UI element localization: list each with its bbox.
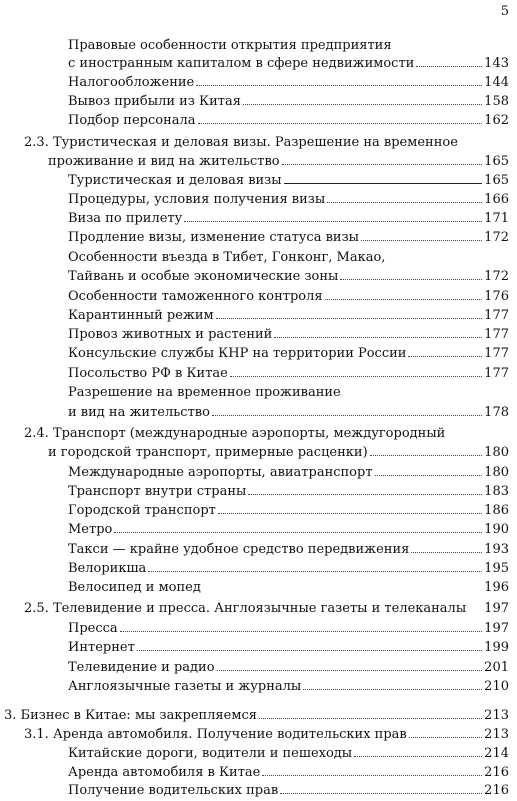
toc-entry-title: Аренда автомобиля в Китае: [68, 765, 261, 780]
toc-entry: [68, 111, 509, 131]
toc-entry: [68, 658, 509, 678]
toc-entry: [48, 443, 509, 463]
toc-entry: [68, 540, 509, 560]
toc-entry-title: и вид на жительство: [68, 405, 210, 420]
toc-entry-title: Вывоз прибыли из Китая: [68, 94, 241, 109]
toc-entry-page: 180: [484, 445, 509, 460]
toc-entry-page: 180: [484, 465, 509, 480]
toc-entry-page: 143: [484, 56, 509, 71]
dot-leader: [217, 670, 483, 671]
dot-leader: [416, 66, 482, 67]
toc-entry: [68, 364, 509, 384]
toc-entry: [68, 520, 509, 540]
dot-leader: [408, 356, 482, 357]
toc-entry-page: 177: [484, 308, 509, 323]
dot-leader: [284, 183, 483, 184]
toc-entry-title: 2.5. Телевидение и пресса. Англоязычные газеты и телеканалы: [24, 601, 467, 616]
toc-entry-title: Пресса: [68, 621, 118, 636]
toc-entry: [68, 619, 509, 639]
toc-entry: [68, 638, 509, 658]
dot-leader: [370, 455, 483, 456]
toc-entry-title: Такси — крайне удобное средство передвижения: [68, 542, 410, 557]
toc-entry: [68, 92, 509, 112]
dot-leader: [216, 318, 483, 319]
toc-entry-page: 213: [484, 708, 509, 723]
dot-leader: [212, 415, 482, 416]
dot-leader: [120, 631, 483, 632]
toc-entry-title: Посольство РФ в Китае: [68, 366, 228, 381]
dot-leader: [198, 123, 483, 124]
toc-entry-title: Интернет: [68, 640, 135, 655]
dot-leader: [361, 240, 482, 241]
toc-entry-page: 177: [484, 366, 509, 381]
toc-entry-title: и городской транспорт, примерные расценки): [48, 445, 368, 460]
dot-leader: [325, 299, 483, 300]
toc-entry-page: 213: [484, 727, 509, 742]
toc-entry: [68, 209, 509, 229]
toc-entry: [68, 248, 509, 268]
toc-entry-title: Подбор персонала: [68, 113, 196, 128]
dot-leader: [274, 337, 482, 338]
toc-entry-title: Особенности въезда в Тибет, Гонконг, Макао,: [68, 250, 386, 265]
toc-entry-title: Туристическая и деловая визы: [68, 173, 282, 188]
toc-entry: [48, 152, 509, 172]
toc-entry-page: 197: [484, 621, 509, 636]
toc-entry-title: Международные аэропорты, авиатранспорт: [68, 465, 373, 480]
toc-entry-page: 197: [484, 601, 509, 616]
toc-entry-title: Китайские дороги, водители и пешеходы: [68, 746, 353, 761]
toc-section-heading: [24, 725, 509, 745]
toc-entry: [68, 73, 509, 93]
toc-entry: [68, 54, 509, 74]
toc-section-heading: [24, 599, 509, 619]
dot-leader: [243, 104, 482, 105]
toc-entry-page: 162: [484, 113, 509, 128]
toc-entry-title: Разрешение на временное проживание: [68, 385, 341, 400]
toc-entry: [68, 744, 509, 764]
toc-entry: [68, 325, 509, 345]
toc-entry-page: 165: [484, 154, 509, 169]
toc-entry-title: Велорикша: [68, 561, 147, 576]
toc-entry-title: 2.4. Транспорт (международные аэропорты, междугородный: [24, 426, 446, 441]
toc-entry: [68, 190, 509, 210]
toc-entry-title: Карантинный режим: [68, 308, 214, 323]
toc-entry-title: Провоз животных и растений: [68, 327, 273, 342]
toc-entry-page: 183: [484, 484, 509, 499]
toc-entry-title: Метро: [68, 522, 113, 537]
toc-entry: [68, 267, 509, 287]
dot-leader: [375, 475, 483, 476]
toc-entry-page: 177: [484, 346, 509, 361]
toc-entry-title: с иностранным капиталом в сфере недвижимости: [68, 56, 415, 71]
dot-leader: [114, 532, 482, 533]
toc-entry-title: Консульские службы КНР на территории России: [68, 346, 407, 361]
toc-entry-page: 165: [484, 173, 509, 188]
dot-leader: [340, 279, 482, 280]
toc-entry: [68, 171, 509, 191]
toc-entry-page: 190: [484, 522, 509, 537]
dot-leader: [411, 552, 482, 553]
toc-entry-title: Тайвань и особые экономические зоны: [68, 269, 339, 284]
toc-entry-page: 172: [484, 269, 509, 284]
dot-leader: [327, 202, 482, 203]
dot-leader: [262, 775, 482, 776]
toc-entry: [68, 501, 509, 521]
dot-leader: [148, 571, 482, 572]
toc-entry-page: 195: [484, 561, 509, 576]
toc-entry-page: 166: [484, 192, 509, 207]
toc-entry: [68, 403, 509, 423]
toc-entry-title: Транспорт внутри страны: [68, 484, 247, 499]
toc-entry: [68, 482, 509, 502]
toc-entry: [68, 578, 509, 598]
toc-entry-title: 2.3. Туристическая и деловая визы. Разрешение на временное: [24, 135, 458, 150]
toc-entry: [68, 306, 509, 326]
toc-entry-page: 196: [484, 580, 509, 595]
toc-entry: [68, 287, 509, 307]
toc-entry-page: 199: [484, 640, 509, 655]
toc-entry: [68, 677, 509, 697]
dot-leader: [230, 376, 482, 377]
toc-entry-page: 193: [484, 542, 509, 557]
toc-entry-page: 210: [484, 679, 509, 694]
toc-section-heading: [24, 424, 509, 444]
page-number: 5: [500, 4, 509, 19]
toc-entry-title: 3.1. Аренда автомобиля. Получение водительских прав: [24, 727, 407, 742]
toc-entry-page: 216: [484, 765, 509, 780]
dot-leader: [196, 85, 482, 86]
toc-entry-page: 176: [484, 289, 509, 304]
dot-leader: [303, 689, 482, 690]
toc-entry: [68, 463, 509, 483]
toc-entry-title: Телевидение и радио: [68, 660, 215, 675]
toc-entry-title: Получение водительских прав: [68, 783, 279, 798]
dot-leader: [248, 494, 482, 495]
toc-entry-page: 186: [484, 503, 509, 518]
toc-entry-page: 144: [484, 75, 509, 90]
toc-entry-page: 172: [484, 230, 509, 245]
toc-entry: [68, 781, 509, 801]
dot-leader: [259, 718, 482, 719]
dot-leader: [137, 650, 482, 651]
toc-entry-title: 3. Бизнес в Китае: мы закрепляемся: [4, 708, 257, 723]
dot-leader: [184, 221, 482, 222]
toc-entry-title: Правовые особенности открытия предприятия: [68, 38, 392, 53]
toc-entry-title: Виза по прилету: [68, 211, 183, 226]
toc-entry-title: Особенности таможенного контроля: [68, 289, 323, 304]
dot-leader: [280, 793, 482, 794]
toc-section-heading: [24, 133, 509, 153]
toc-entry-page: 216: [484, 783, 509, 798]
toc-entry-title: Процедуры, условия получения визы: [68, 192, 326, 207]
toc-chapter-heading: [4, 706, 509, 726]
toc-entry-page: 178: [484, 405, 509, 420]
toc-entry-page: 171: [484, 211, 509, 226]
toc-entry: [68, 228, 509, 248]
toc-entry-page: 201: [484, 660, 509, 675]
toc-entry-title: Велосипед и мопед: [68, 580, 201, 595]
toc-entry-title: проживание и вид на жительство: [48, 154, 280, 169]
toc-entry: [68, 763, 509, 783]
dot-leader: [282, 164, 483, 165]
toc-entry: [68, 559, 509, 579]
toc-entry-page: 158: [484, 94, 509, 109]
toc-entry-title: Городской транспорт: [68, 503, 216, 518]
dot-leader: [354, 756, 482, 757]
dot-leader: [218, 513, 482, 514]
toc-entry: [68, 36, 509, 56]
toc-entry-page: 177: [484, 327, 509, 342]
toc-entry-title: Налогообложение: [68, 75, 195, 90]
toc-entry: [68, 383, 509, 403]
dot-leader: [409, 737, 482, 738]
toc-entry: [68, 344, 509, 364]
toc-entry-page: 214: [484, 746, 509, 761]
toc-entry-title: Продление визы, изменение статуса визы: [68, 230, 360, 245]
toc-entry-title: Англоязычные газеты и журналы: [68, 679, 302, 694]
